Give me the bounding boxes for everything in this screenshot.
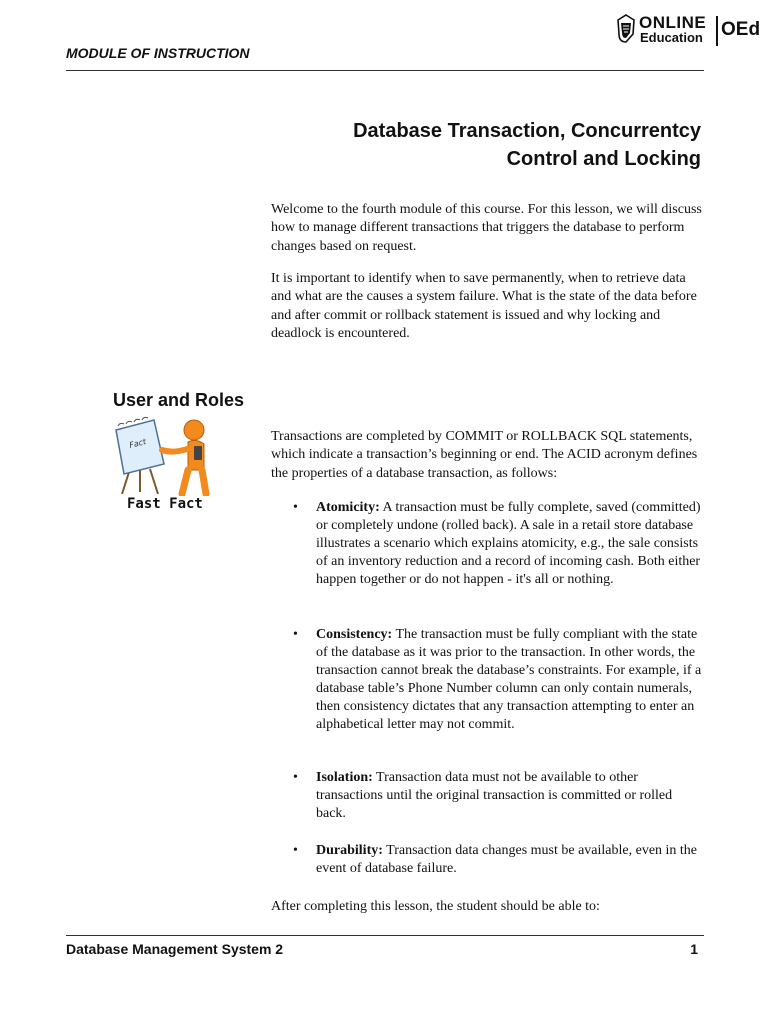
bullet-dot-icon: • <box>293 843 298 858</box>
page-title-line2: Control and Locking <box>506 148 701 170</box>
footer-course-name: Database Management System 2 <box>66 941 284 957</box>
list-item-consistency <box>271 626 703 734</box>
intro-paragraph-1: Welcome to the fourth module of this course. For this lesson, we will discuss how to manage different transactions that triggers the database to perform changes based on request. <box>271 202 702 254</box>
footer-page-number: 1 <box>690 941 698 957</box>
list-item-isolation <box>271 769 703 823</box>
list-item-term: Atomicity: <box>316 500 380 515</box>
list-item-text: The transaction must be fully compliant with the state of the database as it was prior to the transaction. In other words, the transaction cannot break the database’s constraints. For example, if a database table’s Phone Number column can only contain numerals, then consistency dictates that any transaction attempting to enter an alphabetical letter may not commit. <box>316 627 702 732</box>
section-heading: User and Roles <box>113 390 245 410</box>
list-item-term: Isolation: <box>316 770 373 785</box>
list-item-text: Transaction data must not be available to other transactions until the original transaction is committed or rolled back. <box>316 770 673 821</box>
shield-crest-icon <box>616 14 636 44</box>
bullet-dot-icon: • <box>293 500 298 515</box>
fast-fact-figure-icon <box>108 414 218 496</box>
header-divider <box>66 70 704 71</box>
bullet-dot-icon: • <box>293 627 298 642</box>
list-item-durability <box>271 842 703 878</box>
logo-abbr: OEd <box>721 19 761 40</box>
page-title-line1: Database Transaction, Concurrentcy <box>353 120 701 142</box>
closing-paragraph: After completing this lesson, the student should be able to: <box>271 899 600 914</box>
fast-fact-caption: Fast Fact <box>127 496 203 512</box>
bullet-dot-icon: • <box>293 770 298 785</box>
list-item-atomicity <box>271 499 703 589</box>
logo-divider <box>716 16 718 46</box>
illustration-label: Fact <box>128 437 148 450</box>
acid-lead-paragraph: Transactions are completed by COMMIT or ROLLBACK SQL statements, which indicate a transaction’s beginning or end. The ACID acronym defines the properties of a database transaction, as follows: <box>271 429 698 481</box>
list-item-term: Durability: <box>316 843 383 858</box>
online-education-logo <box>616 14 764 48</box>
list-item-text: A transaction must be fully complete, saved (committed) or completely undone (rolled back). A sale in a retail store database illustrates a scenario which explains atomicity, e.g., the sale consists of an inventory reduction and a record of incoming cash. Both either happen together or do not happen - it's all or nothing. <box>316 500 701 587</box>
fast-fact-illustration <box>108 414 218 501</box>
list-item-term: Consistency: <box>316 627 393 642</box>
list-item-text: Transaction data changes must be available, even in the event of database failure. <box>316 843 698 876</box>
page-title <box>241 117 701 173</box>
logo-line2: Education <box>640 30 703 45</box>
module-label: MODULE OF INSTRUCTION <box>66 45 250 61</box>
footer-divider <box>66 935 704 936</box>
logo-line1: ONLINE <box>639 13 707 32</box>
intro-paragraph-2: It is important to identify when to save permanently, when to retrieve data and what are the causes a system failure. What is the state of the data before and after commit or rollback statement is issued and why locking and deadlock is encountered. <box>271 271 697 341</box>
